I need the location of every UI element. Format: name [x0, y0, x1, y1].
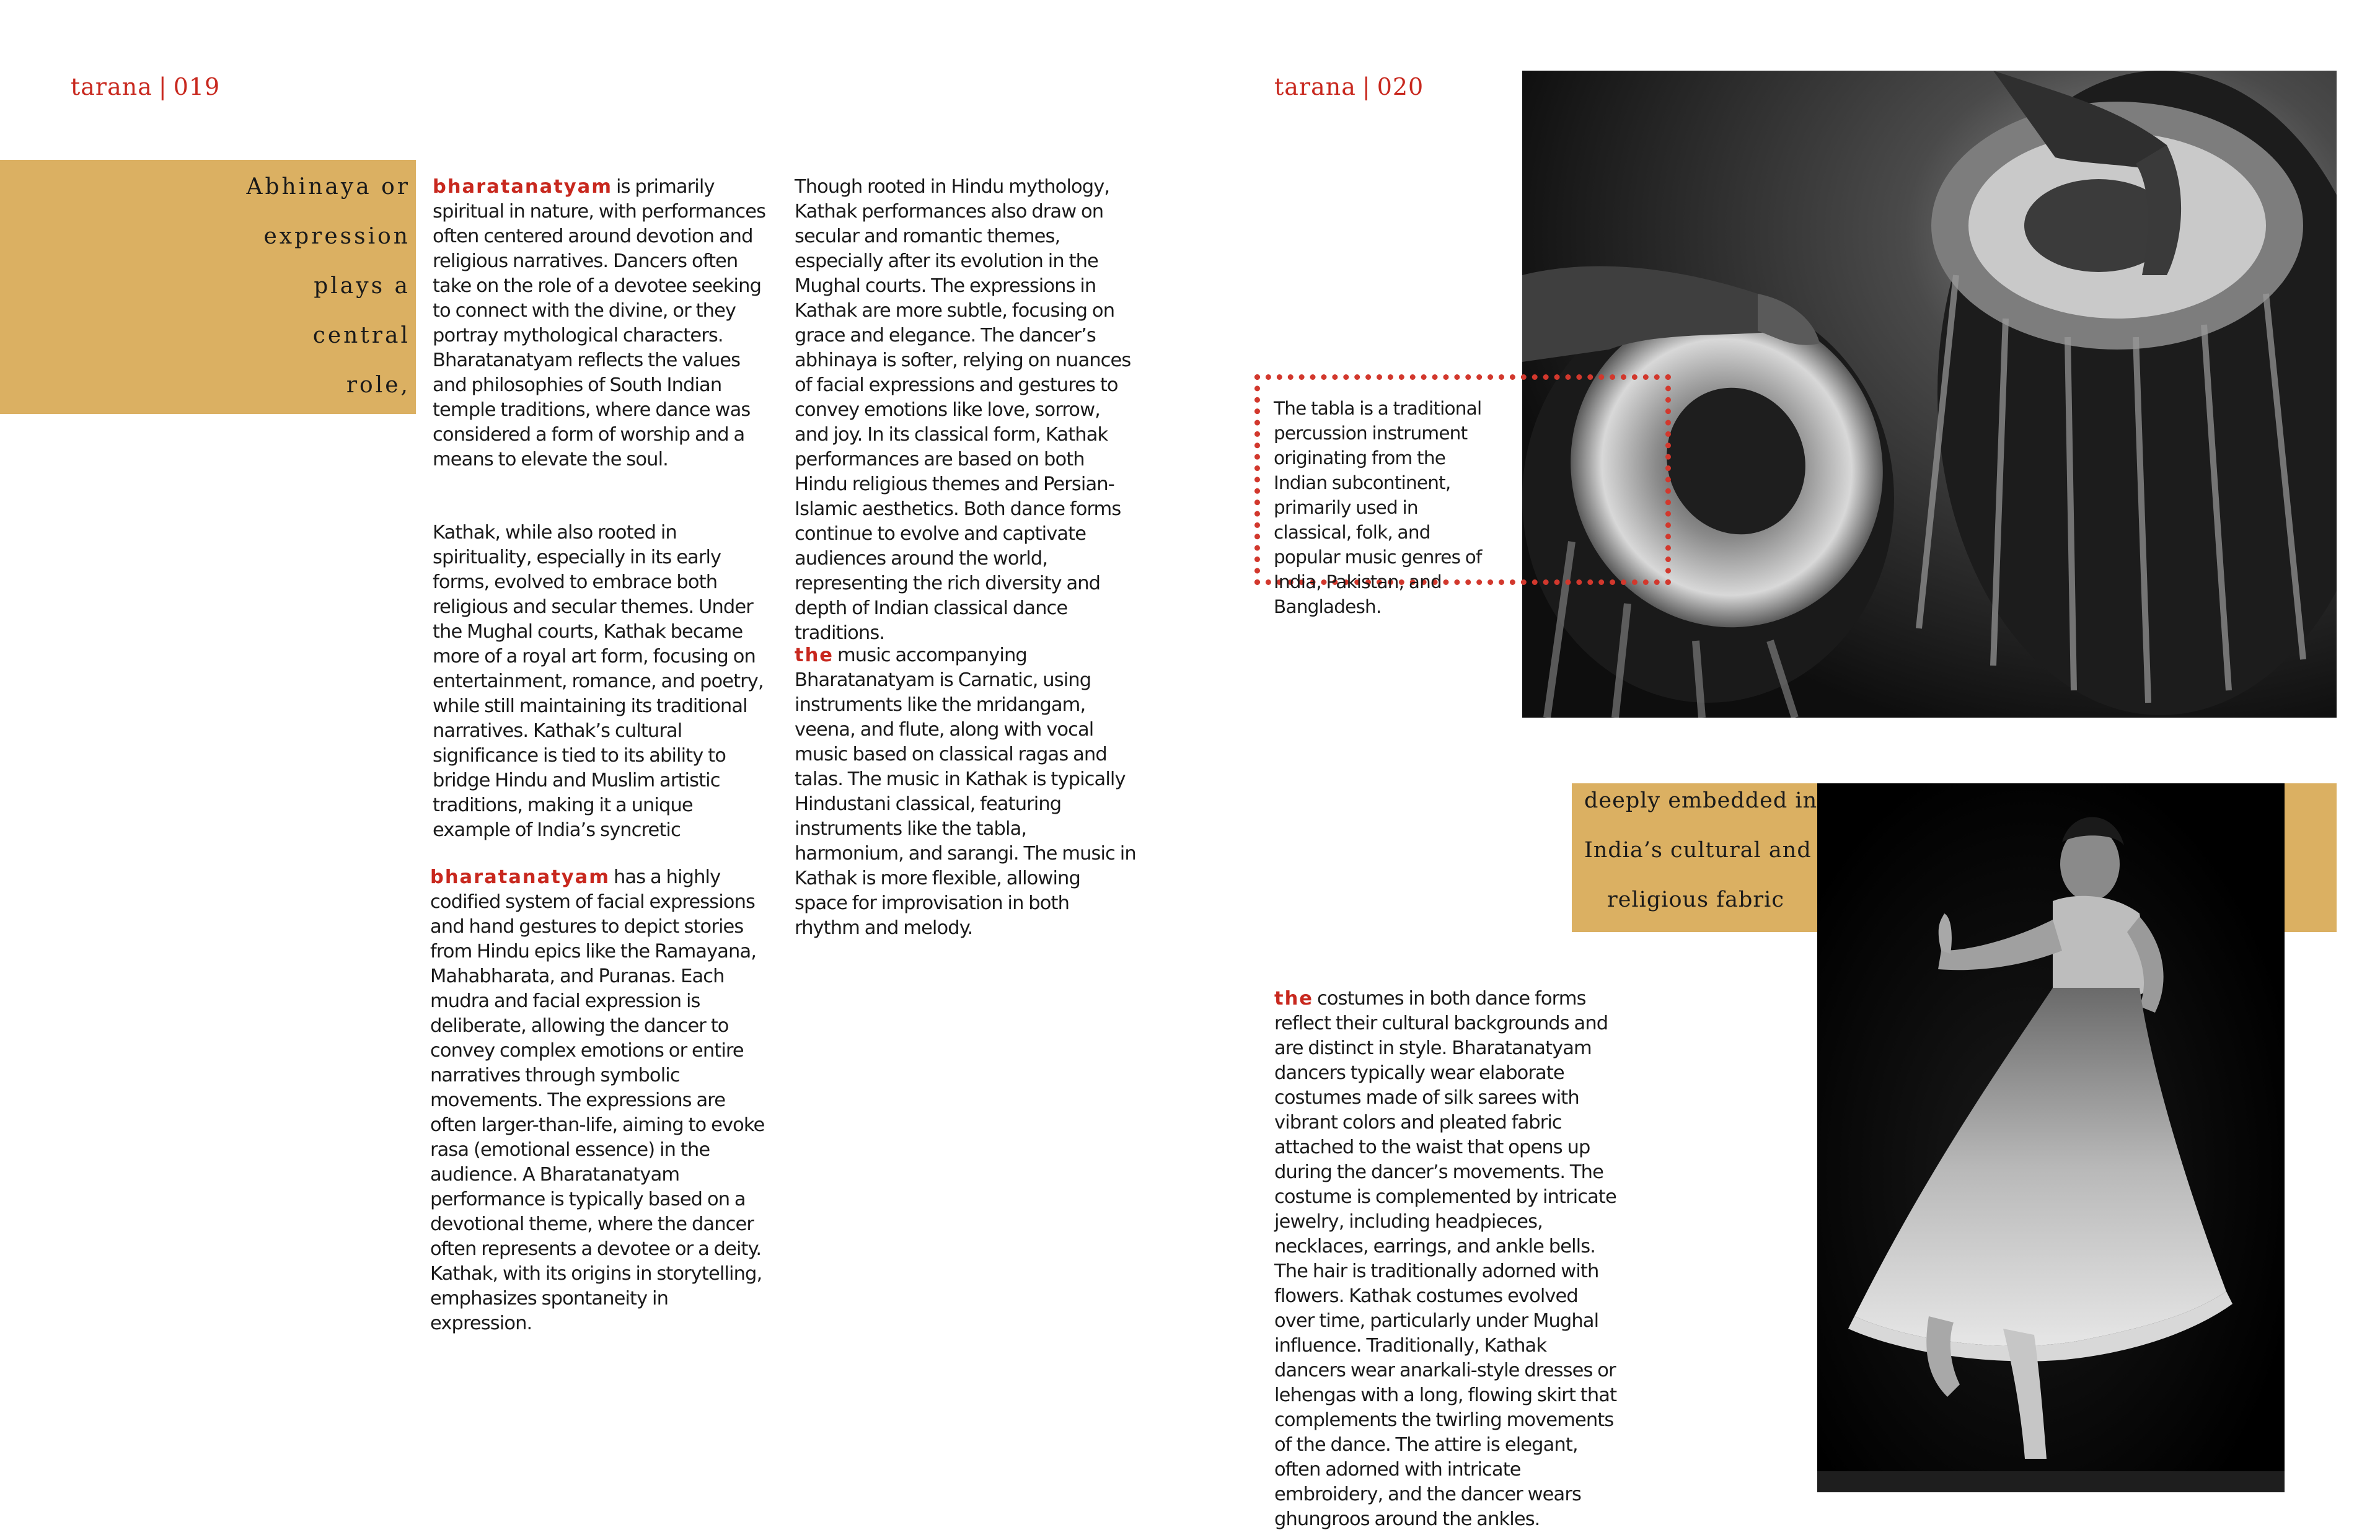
lead-word: the	[795, 645, 834, 666]
folio-name: tarana	[1274, 73, 1356, 100]
body-column-2a	[795, 175, 1137, 646]
folio-right	[1274, 73, 1424, 100]
tabla-caption	[1260, 380, 1512, 617]
body-column-2b	[795, 643, 1137, 941]
folio-number: 020	[1377, 73, 1424, 100]
caption-text: The tabla is a traditional percussion instrument originating from the Indian subcontinent, primarily used in classical, folk, and popular music genres of India, Pakistan, and Bangladesh.	[1274, 398, 1482, 617]
paragraph-text: is primarily spiritual in nature, with performances often centered around devotion and religious narratives. Dancers often take on the role of a devotee seeking to connect with the divine, or they portray mythological characters. Bharatanatyam reflects the values and philosophies of South Indian temple traditions, where dance was considered a form of worship and a means to elevate the soul.	[433, 176, 766, 470]
dancer-photo	[1817, 783, 2285, 1492]
folio-number: 019	[173, 73, 221, 100]
paragraph-text: Kathak, while also rooted in spirituality, especially in its early forms, evolved to embrace both religious and secular themes. Under the Mughal courts, Kathak became more of a royal art form, focusing on entertainment, romance, and poetry, while still maintaining its traditional narratives. Kathak’s cultural significance is tied to its ability to bridge Hindu and Muslim artistic traditions, making it a unique example of India’s syncretic	[433, 522, 764, 841]
folio-name: tarana	[71, 73, 152, 100]
folio-left	[71, 73, 220, 100]
body-column-1b	[433, 521, 775, 843]
folio-separator: |	[158, 73, 167, 100]
pull-quote-line: role,	[346, 372, 410, 398]
pull-quote-line: Abhinaya or	[246, 174, 410, 200]
pull-quote-line: India’s cultural and	[1584, 838, 1812, 863]
body-costumes	[1274, 987, 1621, 1532]
pull-quote-line: central	[312, 323, 410, 348]
paragraph-text: Though rooted in Hindu mythology, Kathak performances also draw on secular and romantic themes, especially after its evolution in the Mughal courts. The expressions in Kathak are more subtle, focusing on grace and elegance. The dancer’s abhinaya is softer, relying on nuances of facial expressions and gestures to convey emotions like love, sorrow, and joy. In its classical form, Kathak performances are based on both Hindu religious themes and Persian-Islamic aesthetics. Both dance forms continue to evolve and captivate audiences around the world, representing the rich diversity and depth of Indian classical dance traditions.	[795, 176, 1131, 644]
lead-word: bharatanatyam	[430, 866, 610, 888]
body-column-1a	[433, 175, 775, 472]
pull-quote-right	[1584, 776, 1818, 925]
dancer-illustration	[1817, 783, 2285, 1492]
pull-quote-left	[246, 162, 410, 410]
paragraph-text: costumes in both dance forms reflect their cultural backgrounds and are distinct in style. Bharatanatyam dancers typically wear elaborate costumes made of silk sarees with vibrant colors and pleated fabric attached to the waist that opens up during the dancer’s movements. The costume is complemented by intricate jewelry, including headpieces, necklaces, earrings, and ankle bells. The hair is traditionally adorned with flowers. Kathak costumes evolved over time, particularly under Mughal influence. Traditionally, Kathak dancers wear anarkali-style dresses or lehengas with a long, flowing skirt that complements the twirling movements of the dance. The attire is elegant, often adorned with intricate embroidery, and the dancer wears ghungroos around the ankles.	[1274, 988, 1617, 1530]
lead-word: bharatanatyam	[433, 176, 613, 198]
tabla-caption-dots-left	[1254, 374, 1260, 585]
body-column-1c	[430, 865, 775, 1336]
paragraph-text: has a highly codified system of facial expressions and hand gestures to depict stories from Hindu epics like the Ramayana, Mahabharata, and Puranas. Each mudra and facial expression is deliberate, allowing the dancer to convey complex emotions or entire narratives through symbolic movements. The expressions are often larger-than-life, aiming to evoke rasa (emotional essence) in the audience. A Bharatanatyam performance is typically based on a devotional theme, where the dancer often represents a devotee or a deity. Kathak, with its origins in storytelling, emphasizes spontaneity in expression.	[430, 866, 765, 1334]
pull-quote-line: plays a	[314, 273, 410, 299]
lead-word: the	[1274, 988, 1313, 1010]
pull-quote-line: religious fabric	[1607, 887, 1784, 912]
pull-quote-line: deeply embedded in	[1584, 788, 1818, 813]
paragraph-text: music accompanying Bharatanatyam is Carnatic, using instruments like the mridangam, veena, and flute, along with vocal music based on classical ragas and talas. The music in Kathak is typically Hindustani classical, featuring instruments like the tabla, harmonium, and sarangi. The music in Kathak is more flexible, allowing space for improvisation in both rhythm and melody.	[795, 645, 1136, 939]
pull-quote-line: expression	[263, 224, 410, 249]
folio-separator: |	[1362, 73, 1371, 100]
